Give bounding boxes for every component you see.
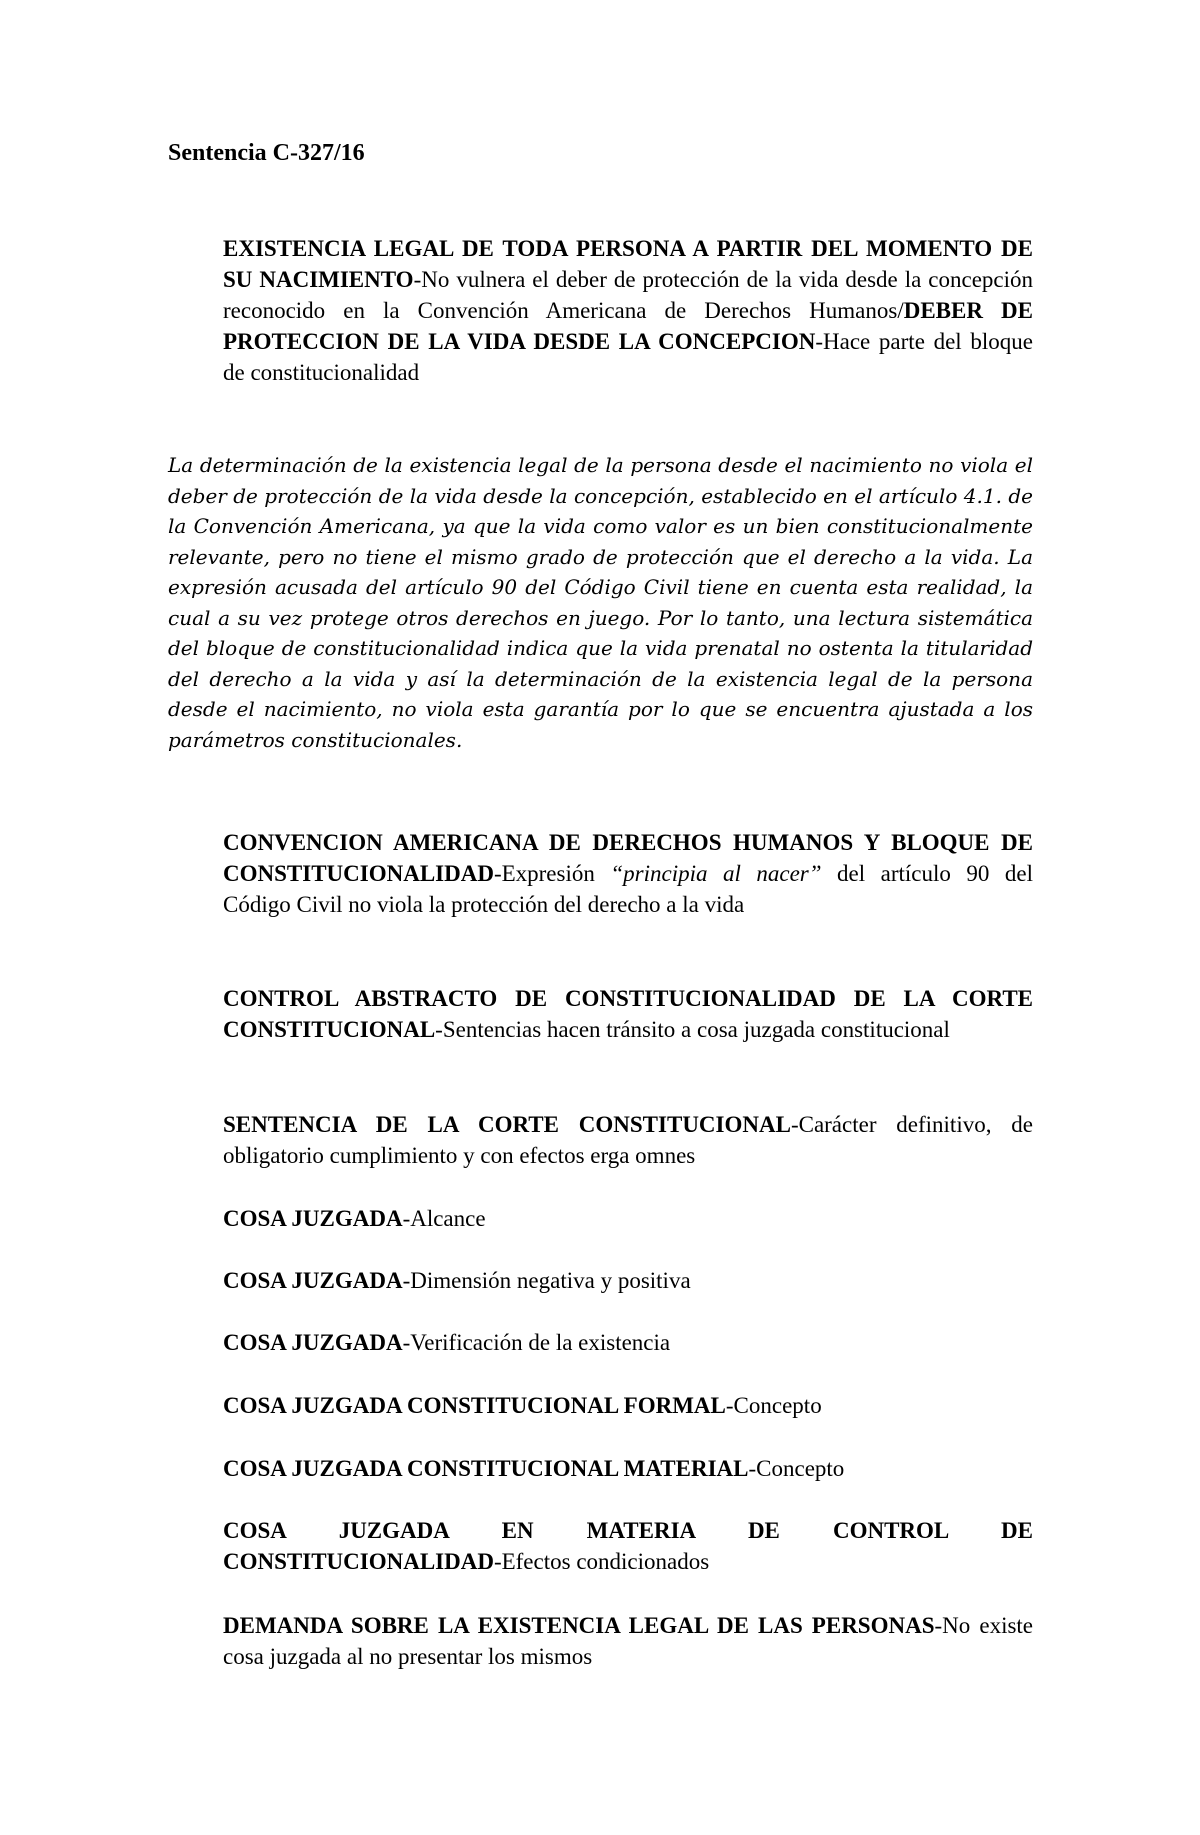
headnote-heading: COSA JUZGADA: [223, 1330, 403, 1355]
headnote-description: -Verificación de la existencia: [402, 1330, 671, 1355]
headnote-description: -No existe cosa juzgada al no presentar los mismos: [223, 1613, 1034, 1669]
headnote-convencion-americana: [223, 827, 1033, 920]
headnote-description: -Carácter definitivo, de obligatorio cumplimiento y con efectos erga omnes: [223, 1112, 1033, 1168]
headnote-description: -Sentencias hacen tránsito a cosa juzgada constitucional: [435, 1017, 950, 1042]
headnote-cosa-juzgada-verificacion: [223, 1327, 1033, 1358]
headnote-control-abstracto: [223, 983, 1033, 1045]
headnote-description: -Hace parte del bloque de constitucionalidad: [223, 329, 1033, 385]
headnote-heading: COSA JUZGADA EN MATERIA DE CONTROL DE CONSTITUCIONALIDAD: [223, 1518, 1033, 1574]
headnote-description: -Efectos condicionados: [493, 1549, 710, 1574]
headnote-cosa-juzgada-material: [223, 1453, 1033, 1484]
headnote-description: -Concepto: [725, 1393, 822, 1418]
headnote-description: -Alcance: [402, 1206, 486, 1231]
headnote-quote: “principia al nacer”: [610, 861, 822, 886]
headnote-description: -No vulnera el deber de protección de la vida desde la concepción reconocido en la Convención Americana de Derechos Humanos/: [223, 267, 1033, 323]
headnote-heading: COSA JUZGADA CONSTITUCIONAL MATERIAL: [223, 1456, 749, 1481]
document-title: Sentencia C-327/16: [168, 140, 365, 166]
headnote-cosa-juzgada-alcance: [223, 1203, 1033, 1234]
headnote-description: -Dimensión negativa y positiva: [402, 1268, 691, 1293]
headnote-heading: CONTROL ABSTRACTO DE CONSTITUCIONALIDAD DE LA CORTE CONSTITUCIONAL: [223, 986, 1033, 1042]
headnote-heading: DEMANDA SOBRE LA EXISTENCIA LEGAL DE LAS PERSONAS: [223, 1613, 935, 1638]
headnote-description: -Concepto: [748, 1456, 845, 1481]
headnote-existencia-legal: [223, 233, 1033, 388]
headnote-heading: COSA JUZGADA: [223, 1268, 403, 1293]
headnote-cosa-juzgada-formal: [223, 1390, 1033, 1421]
summary-paragraph: La determinación de la existencia legal de la persona desde el nacimiento no viola el deber de protección de la vida desde la concepción, establecido en el artículo 4.1. de la Convención Americana, ya que la vida como valor es un bien constitucionalmente relevante, pero no tiene el mismo grado de protección que el derecho a la vida. La expresión acusada del artículo 90 del Código Civil tiene en cuenta esta realidad, la cual a su vez protege otros derechos en juego. Por lo tanto, una lectura sistemática del bloque de constitucionalidad indica que la vida prenatal no ostenta la titularidad del derecho a la vida y así la determinación de la existencia legal de la persona desde el nacimiento, no viola esta garantía por lo que se encuentra ajustada a los parámetros constitucionales.: [168, 453, 1033, 752]
headnote-heading: EXISTENCIA LEGAL DE TODA PERSONA A PARTIR DEL MOMENTO DE SU NACIMIENTO: [223, 236, 1033, 292]
headnote-cosa-juzgada-dimension: [223, 1265, 1033, 1296]
headnote-heading: SENTENCIA DE LA CORTE CONSTITUCIONAL: [223, 1112, 791, 1137]
headnote-heading: DEBER DE PROTECCION DE LA VIDA DESDE LA CONCEPCION: [223, 298, 1033, 354]
headnote-heading: COSA JUZGADA CONSTITUCIONAL FORMAL: [223, 1393, 726, 1418]
headnote-heading: CONVENCION AMERICANA DE DERECHOS HUMANOS Y BLOQUE DE CONSTITUCIONALIDAD: [223, 830, 1033, 886]
headnote-heading: COSA JUZGADA: [223, 1206, 403, 1231]
headnote-cosa-juzgada-control: [223, 1515, 1033, 1577]
headnote-description: del artículo 90 del Código Civil no viola la protección del derecho a la vida: [223, 861, 1033, 917]
headnote-description: -Expresión: [493, 861, 611, 886]
headnote-sentencia-corte: [223, 1109, 1033, 1171]
headnote-demanda-existencia-legal: [223, 1610, 1033, 1672]
